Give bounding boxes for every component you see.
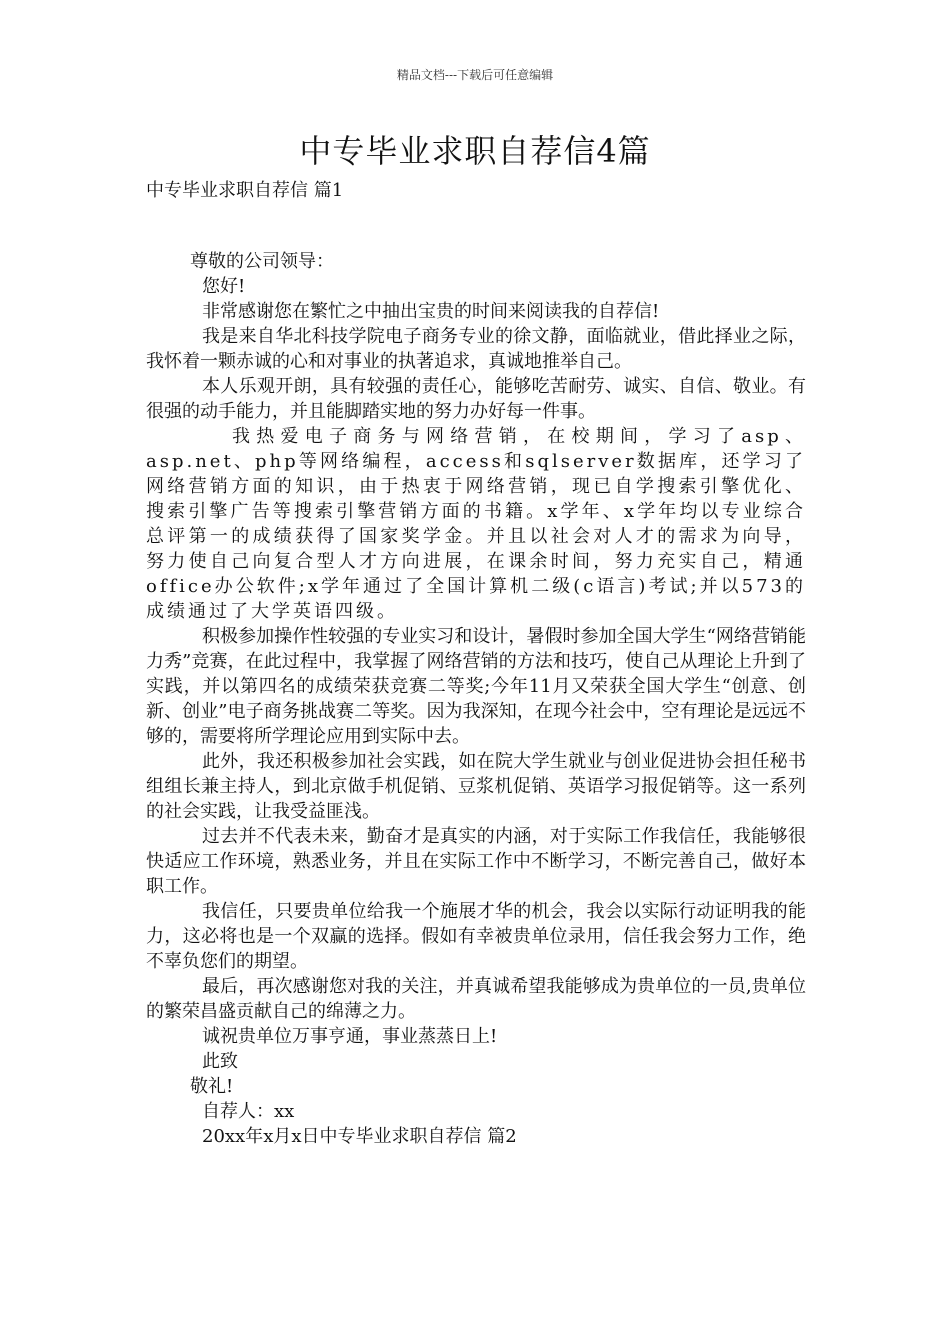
paragraph: 非常感谢您在繁忙之中抽出宝贵的时间来阅读我的自荐信!: [202, 301, 660, 322]
page-header: 精品文档---下载后可任意编辑: [396, 68, 554, 82]
paragraph: 我是来自华北科技学院电子商务专业的徐文静，面临就业，借此择业之际，我怀着一颗赤诚的心和对事业的执著追求，真诚地推举自己。: [146, 326, 806, 372]
letter-body: [146, 249, 806, 1149]
salutation: 尊敬的公司领导：: [190, 251, 334, 272]
paragraph: 此外，我还积极参加社会实践，如在院大学生就业与创业促进协会担任秘书组组长兼主持人，到北京做手机促销、豆浆机促销、英语学习报促销等。这一系列的社会实践，让我受益匪浅。: [146, 751, 806, 822]
paragraph: 我信任，只要贵单位给我一个施展才华的机会，我会以实际行动证明我的能力，这必将也是一个双赢的选择。假如有幸被贵单位录用，信任我会努力工作，绝不辜负您们的期望。: [146, 901, 806, 972]
paragraph: 我热爱电子商务与网络营销，在校期间，学习了asp、asp.net、php等网络编程，access和sqlserver数据库，还学习了网络营销方面的知识，由于热衷于网络营销，现已自学搜索引擎优化、搜索引擎广告等搜索引擎营销方面的书籍。x学年、x学年均以专业综合总评第一的成绩获得了国家奖学金。并且以社会对人才的需求为向导，努力使自己向复合型人才方向进展，在课余时间，努力充实自己，精通office办公软件;x学年通过了全国计算机二级(c语言)考试;并以573的成绩通过了大学英语四级。: [146, 426, 806, 622]
greeting: 您好!: [202, 276, 246, 297]
paragraph: 本人乐观开朗，具有较强的责任心，能够吃苦耐劳、诚实、自信、敬业。有很强的动手能力，并且能脚踏实地的努力办好每一件事。: [146, 376, 806, 422]
paragraph: 最后，再次感谢您对我的关注，并真诚希望我能够成为贵单位的一员,贵单位的繁荣昌盛贡献自己的绵薄之力。: [146, 976, 806, 1022]
signature: 自荐人：xx: [202, 1101, 295, 1122]
paragraph: 过去并不代表未来，勤奋才是真实的内涵，对于实际工作我信任，我能够很快适应工作环境，熟悉业务，并且在实际工作中不断学习，不断完善自己，做好本职工作。: [146, 826, 806, 897]
section-subtitle: 中专毕业求职自荐信 篇1: [146, 180, 344, 201]
closing-wish: 诚祝贵单位万事亨通，事业蒸蒸日上!: [202, 1026, 498, 1047]
date-line: 20xx年x月x日中专毕业求职自荐信 篇2: [202, 1126, 517, 1147]
closing-salute: 敬礼!: [190, 1076, 234, 1097]
document-title: 中专毕业求职自荐信4篇: [299, 132, 651, 170]
paragraph: 积极参加操作性较强的专业实习和设计，暑假时参加全国大学生“网络营销能力秀”竞赛，在此过程中，我掌握了网络营销的方法和技巧，使自己从理论上升到了实践，并以第四名的成绩荣获竞赛二等奖;今年11月又荣获全国大学生“创意、创新、创业”电子商务挑战赛二等奖。因为我深知，在现今社会中，空有理论是远远不够的，需要将所学理论应用到实际中去。: [146, 626, 806, 747]
closing: 此致: [202, 1051, 238, 1072]
